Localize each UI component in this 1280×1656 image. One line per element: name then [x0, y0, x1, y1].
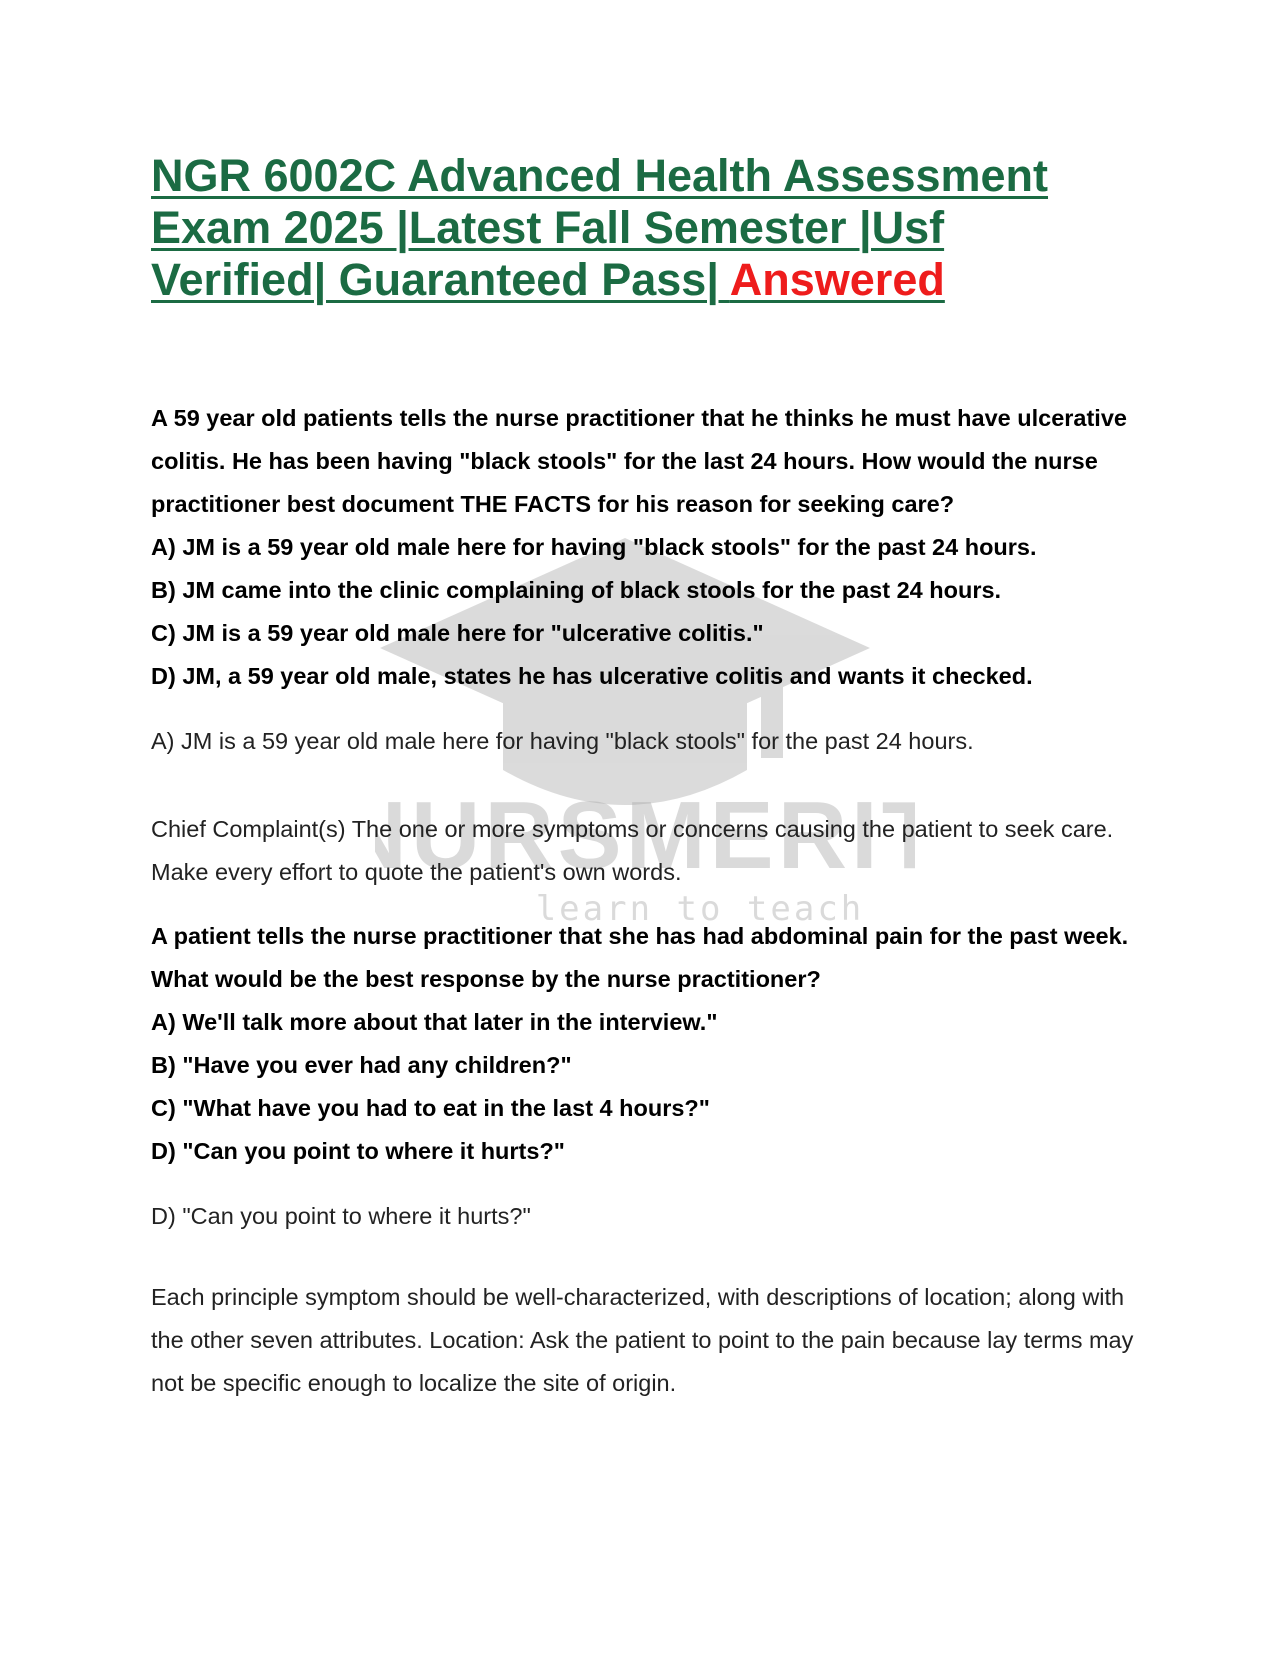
rationale: Each principle symptom should be well-characterized, with descriptions of location; along with the other seven attributes. Location: Ask the patient to point to the pain because lay terms may not be specific enough to localize the site of origin. [151, 1284, 1134, 1396]
option-b: B) JM came into the clinic complaining of black stools for the past 24 hours. [151, 577, 1002, 603]
option-a: A) JM is a 59 year old male here for having "black stools" for the past 24 hours. [151, 534, 1037, 560]
option-a: A) We'll talk more about that later in the interview." [151, 1009, 718, 1035]
title-main: NGR 6002C Advanced Health Assessment Exam 2025 |Latest Fall Semester |Usf Verified| Guaranteed Pass| [151, 150, 1049, 305]
option-b: B) "Have you ever had any children?" [151, 1052, 572, 1078]
question-stem: A 59 year old patients tells the nurse practitioner that he thinks he must have ulcerative colitis. He has been having "black stools" for the last 24 hours. How would the nurse practitioner best document THE FACTS for his reason for seeking care? [151, 405, 1127, 517]
document-title [151, 150, 1131, 306]
option-d: D) "Can you point to where it hurts?" [151, 1138, 565, 1164]
rationale: Chief Complaint(s) The one or more symptoms or concerns causing the patient to seek care. Make every effort to quote the patient's own words. [151, 816, 1114, 885]
watermark-tagline: learn to teach [535, 889, 865, 929]
answer: D) "Can you point to where it hurts?" [151, 1203, 531, 1229]
option-c: C) "What have you had to eat in the last 4 hours?" [151, 1095, 710, 1121]
option-c: C) JM is a 59 year old male here for "ulcerative colitis." [151, 620, 764, 646]
option-d: D) JM, a 59 year old male, states he has ulcerative colitis and wants it checked. [151, 663, 1033, 689]
question-block [151, 397, 1136, 894]
document-content [151, 397, 1136, 1405]
watermark-brand: URSMERIT [411, 782, 915, 889]
answer: A) JM is a 59 year old male here for having "black stools" for the past 24 hours. [151, 728, 974, 754]
question-block [151, 915, 1136, 1405]
title-accent: Answered [729, 254, 945, 305]
question-stem: A patient tells the nurse practitioner that she has had abdominal pain for the past week. What would be the best response by the nurse practitioner? [151, 923, 1129, 992]
